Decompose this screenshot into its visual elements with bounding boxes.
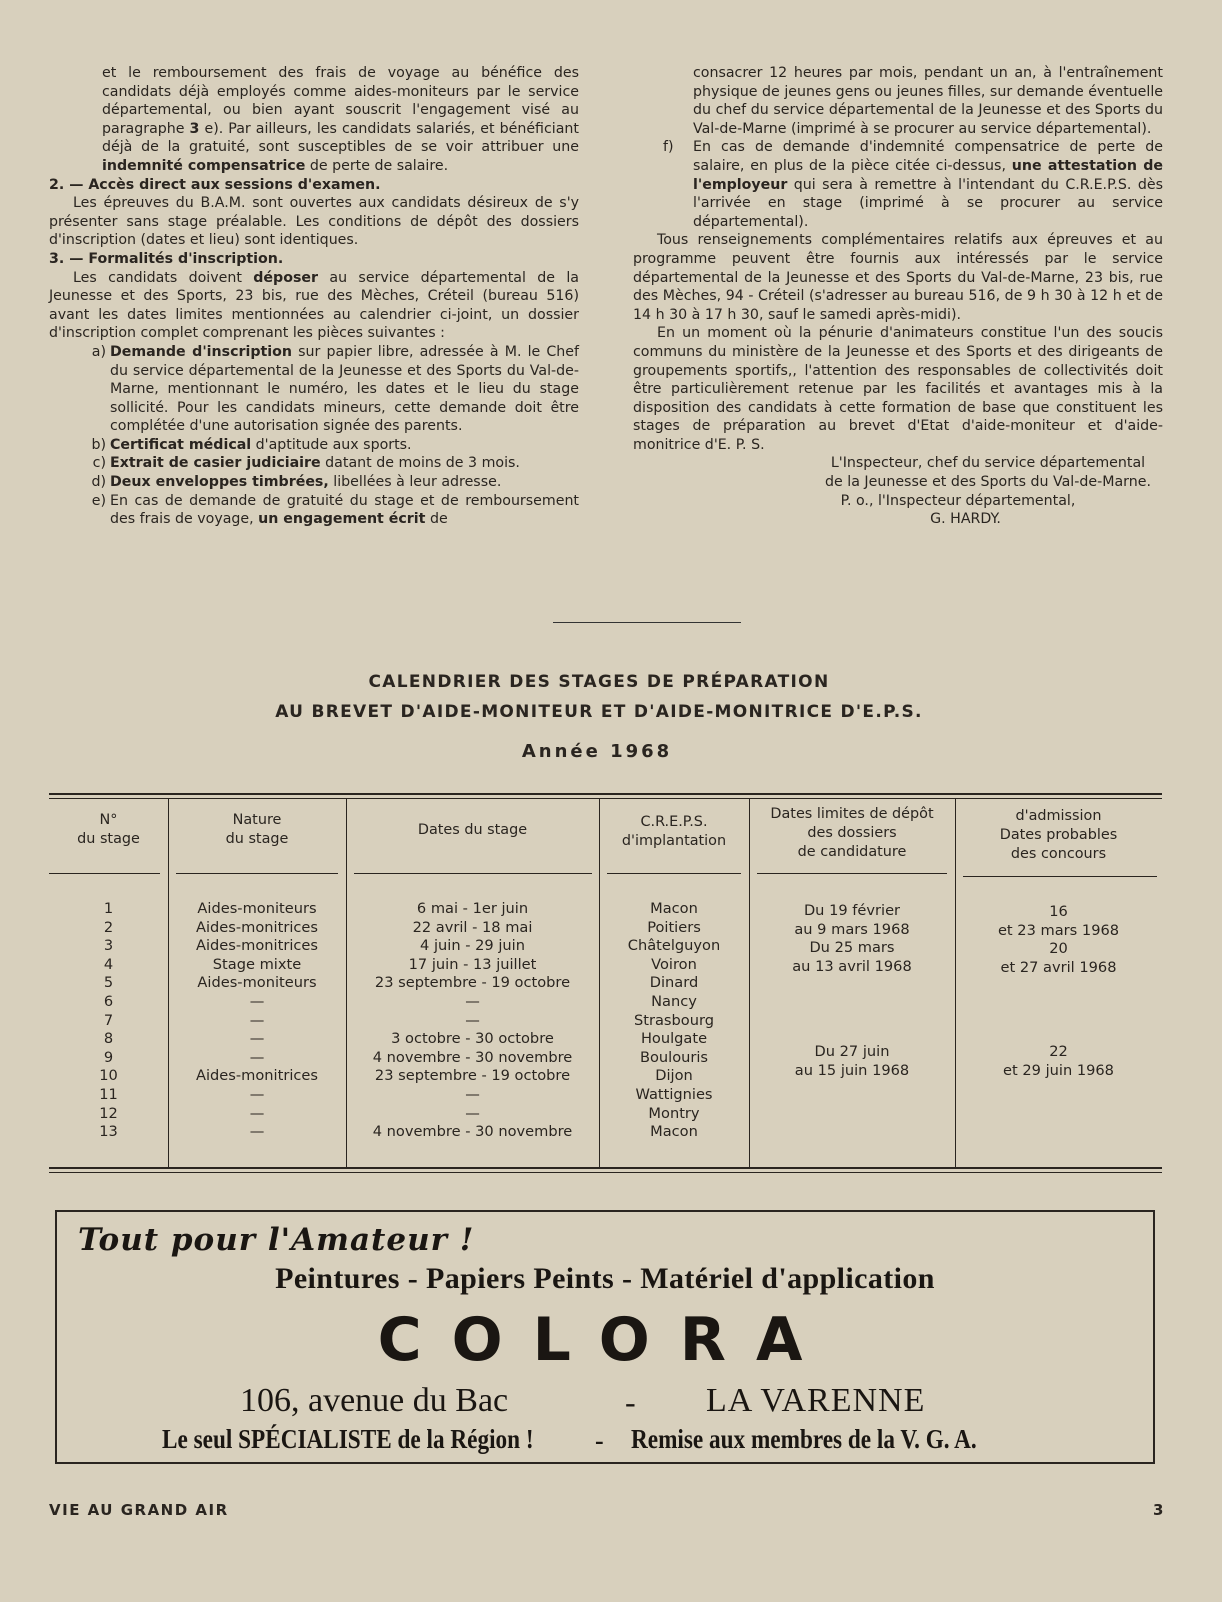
header-admission: d'admission Dates probables des concours	[999, 808, 1118, 862]
footer-publication-title: VIE AU GRAND AIR	[49, 1501, 229, 1519]
table-cell-dates: 4 novembre - 30 novembre	[372, 1123, 573, 1141]
signature-line-3: P. o., l'Inspecteur départemental,	[840, 492, 1076, 509]
table-cell-nature: Aides-moniteurs	[197, 974, 317, 992]
calendar-year: Année 1968	[521, 741, 673, 762]
table-cell-dates: —	[465, 1104, 480, 1122]
table-cell-nature: —	[249, 992, 265, 1010]
table-cell-nature: —	[249, 1085, 265, 1103]
table-cell-num: 10	[99, 1067, 118, 1085]
header-rule	[757, 873, 947, 874]
table-bottom-rule	[49, 1167, 1162, 1169]
calendar-table	[49, 793, 1162, 1175]
ad-separator: -	[595, 1426, 604, 1455]
table-cell-num: 12	[99, 1104, 118, 1122]
table-cell-dates: 3 octobre - 30 octobre	[391, 1030, 554, 1048]
table-cell-dates: 6 mai - 1er juin	[416, 900, 529, 917]
list-item: e) En cas de demande de gratuité du stage et de remboursement des frais de voyage, un engagement écrit de	[91, 492, 579, 528]
table-cell-num: 1	[103, 900, 114, 917]
table-cell-dates: —	[465, 1085, 480, 1103]
signature-line-2: de la Jeunesse et des Sports du Val-de-Marne.	[825, 474, 1151, 491]
section-2-text: Les épreuves du B.A.M. sont ouvertes aux candidats désireux de s'y présenter sans stage préalable. Les conditions de dépôt des dossiers d'inscription (dates et lieu) sont identiques.	[49, 195, 579, 249]
limit-dates-group: Du 27 juin au 15 juin 1968	[794, 1043, 910, 1079]
limit-dates-group: Du 19 février au 9 mars 1968	[794, 902, 910, 938]
table-cell-creps: Nancy	[651, 992, 697, 1010]
table-cell-nature: —	[249, 1030, 265, 1048]
header-rule	[963, 876, 1157, 877]
table-cell-dates: —	[465, 1011, 480, 1029]
column-creps	[599, 900, 749, 1142]
list-item: c) Extrait de casier judiciaire datant de moins de 3 mois.	[92, 455, 520, 472]
section-divider	[553, 622, 741, 623]
admission-dates-group: 22 et 29 juin 1968	[1003, 1043, 1114, 1079]
table-cell-num: 11	[99, 1085, 118, 1103]
moment-paragraph: En un moment où la pénurie d'animateurs constitue l'un des soucis communs du ministère de la Jeunesse et des Sports et des dirigeants de groupements sportifs,, l'attention des responsables de collectivités doit être particulièrement retenue par les facilités et avantages mis à la disposition des candidats à cette formation de base que constituent les stages de préparation au brevet d'Etat d'aide-moniteur et d'aide-monitrice d'E. P. S.	[633, 325, 1163, 453]
header-nature: Nature du stage	[225, 812, 289, 847]
table-cell-nature: Aides-monitrices	[196, 1067, 318, 1085]
ad-brand-logo: COLORA	[377, 1305, 833, 1375]
column-dates	[346, 900, 599, 1142]
table-cell-num: 2	[103, 918, 114, 936]
table-cell-num: 3	[103, 937, 114, 955]
section-2-heading: 2. — Accès direct aux sessions d'examen.	[49, 176, 381, 193]
ad-products: Peintures - Papiers Peints - Matériel d'application	[275, 1262, 935, 1295]
table-cell-creps: Montry	[648, 1104, 700, 1122]
table-cell-nature: —	[249, 1011, 265, 1029]
header-rule	[607, 873, 741, 874]
table-cell-dates: 4 juin - 29 juin	[420, 937, 525, 955]
ad-separator: -	[625, 1384, 636, 1420]
table-cell-nature: Aides-monitrices	[196, 918, 318, 936]
table-cell-creps: Wattignies	[635, 1085, 713, 1103]
list-item: a) Demande d'inscription sur papier libre, adressée à M. le Chef du service départemental de la Jeunesse et des Sports du Val-de-Marne, mentionnant le numéro, les dates et le lieu du stage sollicité. Pour les candidats mineurs, cette demande doit être complétée d'une autorisation signée des parents.	[91, 343, 579, 435]
section-3-heading: 3. — Formalités d'inscription.	[49, 250, 284, 267]
list-item: b) Certificat médical d'aptitude aux sports.	[91, 436, 412, 453]
table-cell-dates: 23 septembre - 19 octobre	[374, 1067, 571, 1085]
table-cell-creps: Strasbourg	[634, 1011, 714, 1029]
calendar-subtitle: AU BREVET D'AIDE-MONITEUR ET D'AIDE-MONITRICE D'E.P.S.	[275, 702, 923, 722]
signature-name: G. HARDY.	[930, 511, 1001, 528]
table-cell-dates: 23 septembre - 19 octobre	[374, 974, 571, 992]
table-cell-creps: Voiron	[651, 955, 697, 973]
table-top-rule-inner	[49, 798, 1162, 799]
table-cell-nature: Aides-moniteurs	[197, 900, 317, 917]
table-cell-nature: —	[249, 1104, 265, 1122]
table-cell-creps: Poitiers	[647, 918, 701, 936]
table-cell-num: 9	[103, 1048, 114, 1066]
table-cell-dates: —	[465, 992, 480, 1010]
admission-dates-group: 16 et 23 mars 1968	[997, 903, 1120, 939]
table-cell-creps: Boulouris	[639, 1048, 709, 1066]
info-paragraph: Tous renseignements complémentaires relatifs aux épreuves et au programme peuvent être fournis aux intéressés par le service départemental de la Jeunesse et des Sports du Val-de-Marne, 23 bis, rue des Mèches, 94 - Créteil (s'adresser au bureau 516, de 9 h 30 à 12 h et de 14 h 30 à 17 h 30, sauf le samedi après-midi).	[633, 232, 1163, 323]
table-cell-num: 8	[103, 1030, 114, 1048]
header-limits: Dates limites de dépôt des dossiers de candidature	[770, 806, 934, 860]
intro-paragraph: et le remboursement des frais de voyage au bénéfice des candidats déjà employés comme aides-moniteurs par le service départemental, ou bien ayant souscrit l'engagement visé au paragraphe 3 e). Par ailleurs, les candidats salariés, et bénéficiant déjà de la gratuité, sont susceptibles de se voir attribuer une indemnité compensatrice de perte de salaire.	[102, 65, 579, 174]
table-cell-num: 4	[103, 955, 114, 973]
left-column	[49, 64, 579, 529]
table-cell-nature: —	[249, 1123, 265, 1141]
signature-line-1: L'Inspecteur, chef du service départemental	[830, 455, 1146, 472]
header-rule	[49, 873, 160, 874]
table-cell-num: 7	[103, 1011, 114, 1029]
table-cell-creps: Macon	[650, 900, 698, 917]
table-cell-creps: Houlgate	[640, 1030, 708, 1048]
calendar-title: CALENDRIER DES STAGES DE PRÉPARATION	[368, 672, 830, 692]
limit-dates-group: Du 25 mars au 13 avril 1968	[792, 939, 912, 975]
header-num: N° du stage	[77, 812, 140, 847]
ad-tagline-specialist: Le seul SPÉCIALISTE de la Région !	[162, 1424, 534, 1454]
section-3-text: Les candidats doivent déposer au service départemental de la Jeunesse et des Sports, 23 bis, rue des Mèches, Créteil (bureau 516) avant les dates limites mentionnées au calendrier ci-joint, un dossier d'inscription complet comprenant les pièces suivantes :	[49, 269, 579, 342]
column-nature	[168, 900, 346, 1142]
table-cell-num: 13	[99, 1123, 118, 1141]
ad-slogan: Tout pour l'Amateur !	[78, 1222, 475, 1258]
admission-dates-group: 20 et 27 avril 1968	[1000, 940, 1117, 976]
table-cell-num: 6	[103, 992, 114, 1010]
table-bottom-rule-inner	[49, 1172, 1162, 1173]
header-creps: C.R.E.P.S. d'implantation	[621, 814, 727, 849]
list-item: d) Deux enveloppes timbrées, libellées à leur adresse.	[91, 474, 502, 491]
table-cell-nature: Stage mixte	[212, 955, 302, 973]
header-rule	[176, 873, 338, 874]
table-cell-dates: 4 novembre - 30 novembre	[372, 1048, 573, 1066]
table-cell-creps: Macon	[650, 1123, 698, 1141]
table-cell-nature: —	[249, 1048, 265, 1066]
table-cell-creps: Dijon	[655, 1067, 693, 1085]
header-dates: Dates du stage	[417, 822, 528, 838]
table-cell-creps: Dinard	[649, 974, 699, 992]
ad-city: LA VARENNE	[706, 1382, 926, 1419]
table-top-rule	[49, 793, 1162, 795]
header-rule	[354, 873, 592, 874]
ad-tagline-discount: Remise aux membres de la V. G. A.	[631, 1424, 977, 1454]
colora-advertisement	[55, 1210, 1155, 1464]
list-item: f) En cas de demande d'indemnité compensatrice de perte de salaire, en plus de la pièce citée ci-dessus, une attestation de l'employeur qui sera à remettre à l'intendant du C.R.E.P.S. dès l'arrivée en stage (imprimé à se procurer au service départemental).	[663, 139, 1163, 230]
continued-paragraph: consacrer 12 heures par mois, pendant un an, à l'entraînement physique de jeunes gens ou jeunes filles, sur demande éventuelle du chef du service départemental de la Jeunesse et des Sports du Val-de-Marne (imprimé à se procurer au service départemental).	[693, 65, 1163, 137]
table-cell-nature: Aides-monitrices	[196, 937, 318, 955]
table-cell-dates: 17 juin - 13 juillet	[408, 955, 537, 973]
column-num	[49, 900, 168, 1142]
table-cell-creps: Châtelguyon	[627, 937, 721, 955]
page-number: 3	[1153, 1501, 1164, 1519]
right-column	[633, 64, 1163, 529]
table-cell-num: 5	[103, 974, 114, 992]
table-cell-dates: 22 avril - 18 mai	[412, 918, 533, 936]
ad-address: 106, avenue du Bac	[240, 1382, 509, 1419]
